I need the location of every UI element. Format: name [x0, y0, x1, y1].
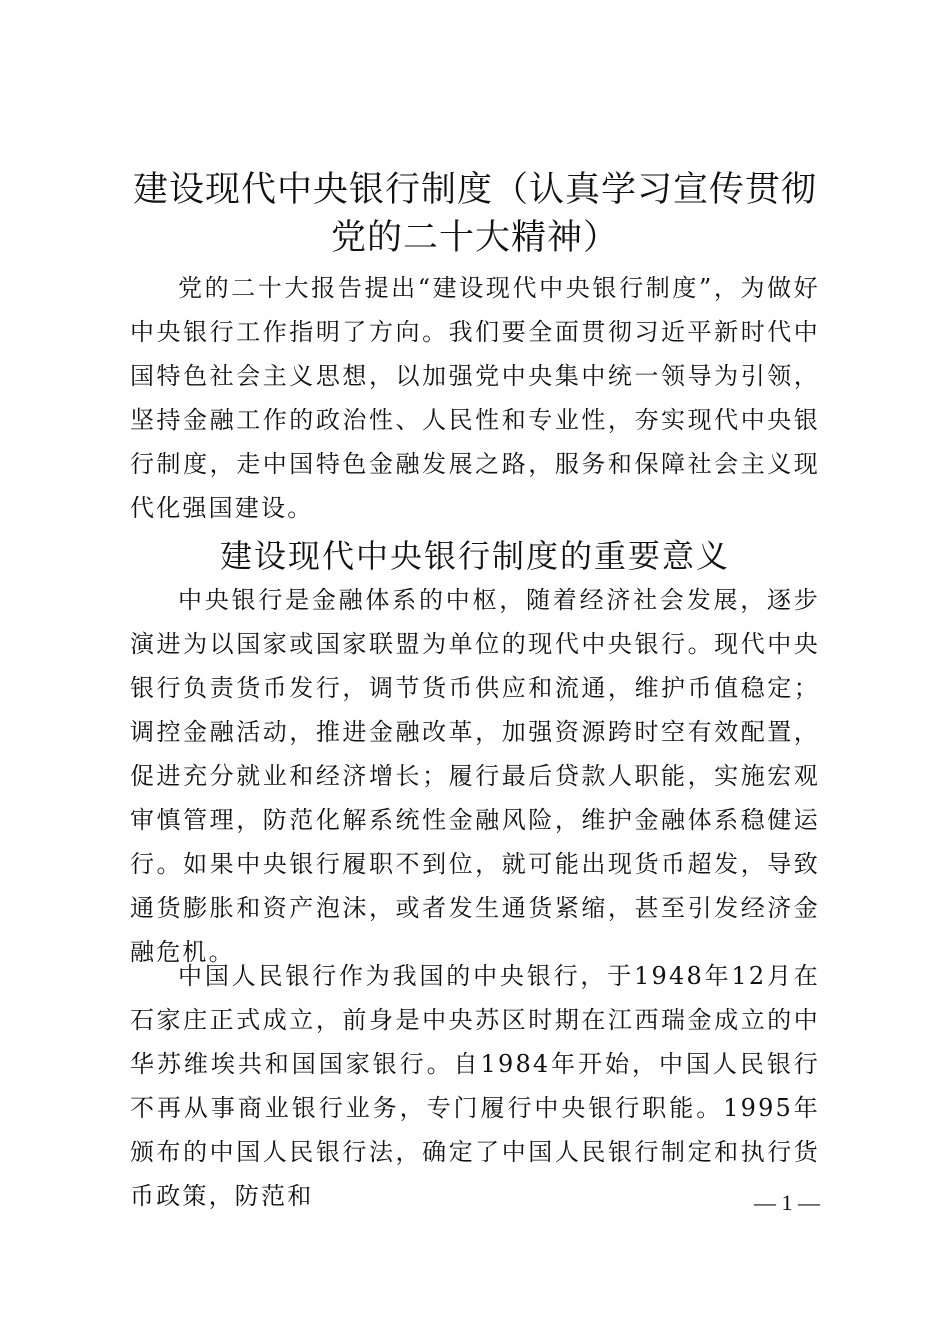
body-paragraph: 中央银行是金融体系的中枢，随着经济社会发展，逐步演进为以国家或国家联盟为单位的现代中央银行。现代中央银行负责货币发行，调节货币供应和流通，维护币值稳定；调控金融活动，推进金融改革，加强资源跨时空有效配置，促进充分就业和经济增长；履行最后贷款人职能，实施宏观审慎管理，防范化解系统性金融风险，维护金融体系稳健运行。如果中央银行履职不到位，就可能出现货币超发，导致通货膨胀和资产泡沫，或者发生通货紧缩，甚至引发经济金融危机。	[130, 586, 820, 966]
body-paragraph: 中国人民银行作为我国的中央银行，于1948年12月在石家庄正式成立，前身是中央苏区时期在江西瑞金成立的中华苏维埃共和国国家银行。自1984年开始，中国人民银行不再从事商业银行业务，专门履行中央银行职能。1995年颁布的中国人民银行法，确定了中国人民银行制定和执行货币政策，防范和	[130, 962, 820, 1210]
document-title: 建设现代中央银行制度（认真学习宣传贯彻党的二十大精神）	[132, 170, 817, 258]
intro-paragraph: 党的二十大报告提出“建设现代中央银行制度”，为做好中央银行工作指明了方向。我们要全面贯彻习近平新时代中国特色社会主义思想，以加强党中央集中统一领导为引领，坚持金融工作的政治性、人民性和专业性，夯实现代中央银行制度，走中国特色金融发展之路，服务和保障社会主义现代化强国建设。	[130, 274, 820, 522]
page-number: — 1 —	[754, 1190, 820, 1215]
section-heading: 建设现代中央银行制度的重要意义	[219, 537, 730, 575]
